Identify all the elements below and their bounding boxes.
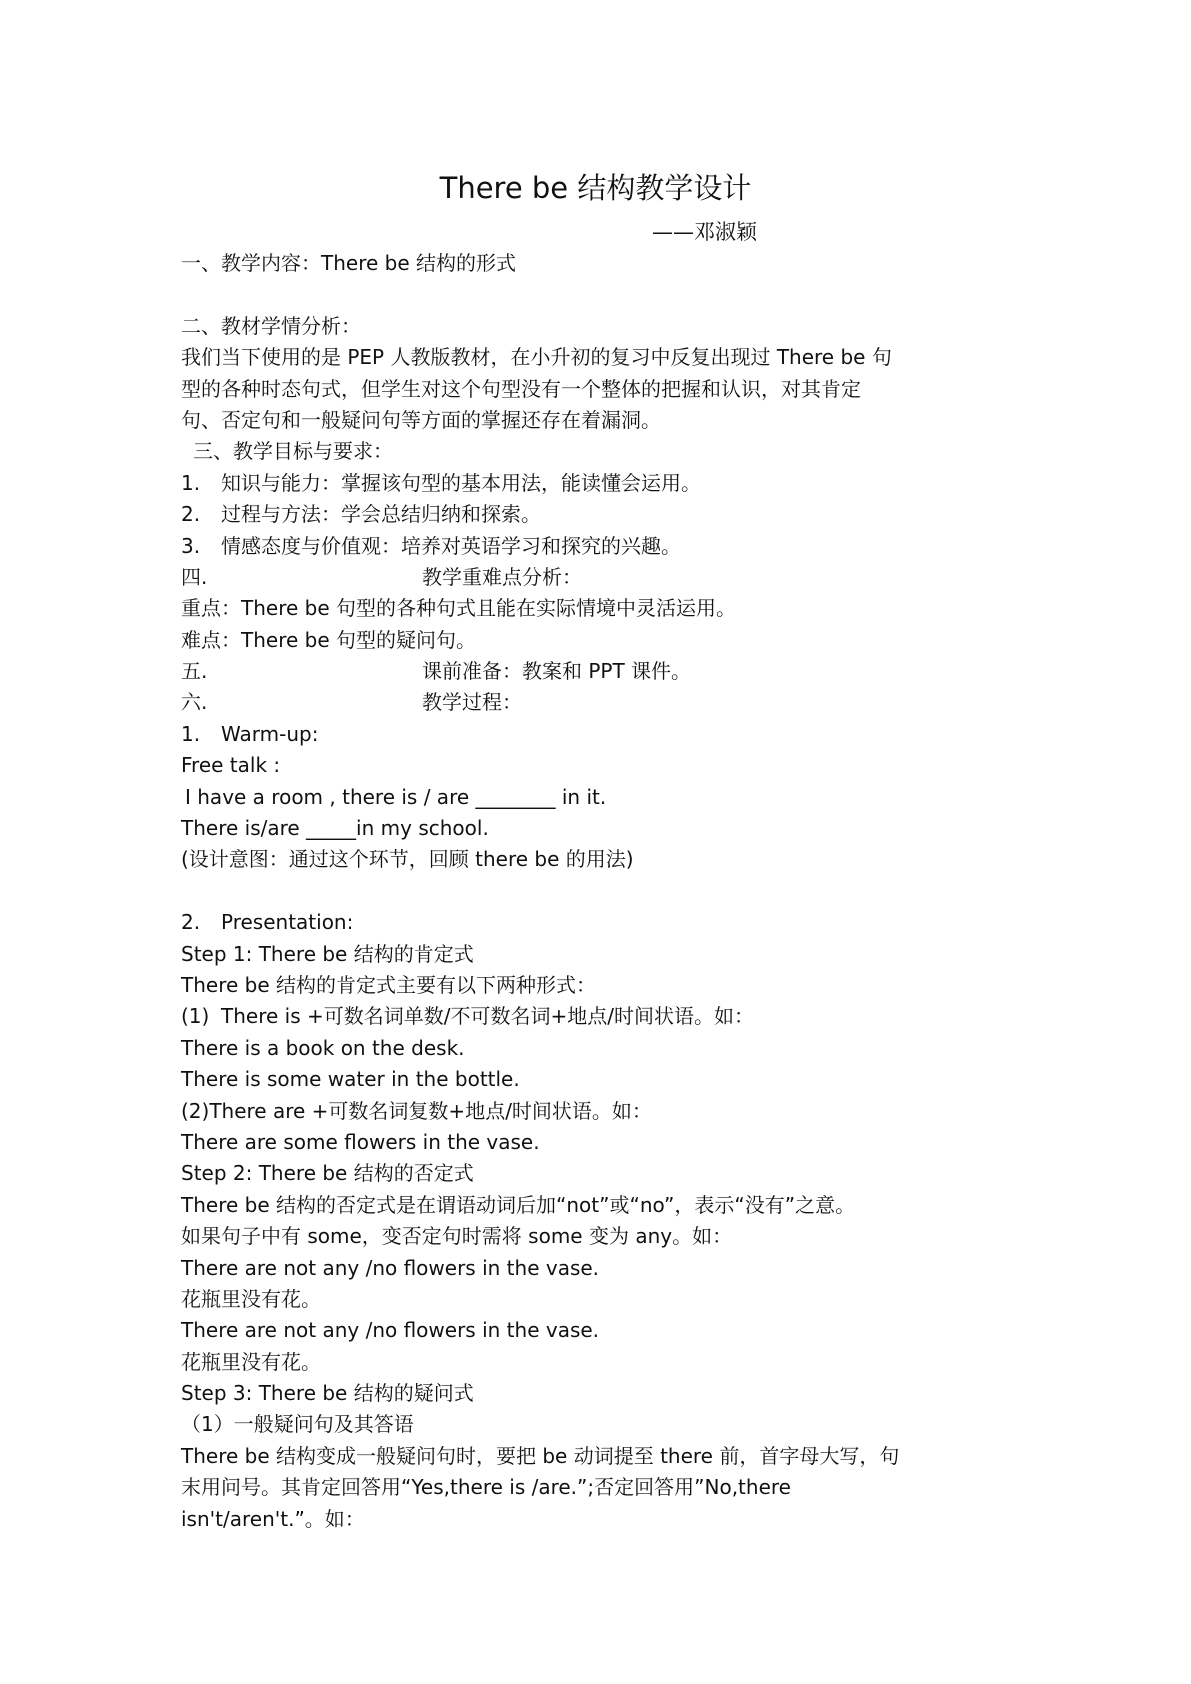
form-number: (1) — [181, 1004, 210, 1029]
objective-text: 知识与能力：掌握该句型的基本用法，能读懂会运用。 — [221, 470, 701, 495]
example-sentence: There are not any /no flowers in the vase. — [181, 1255, 600, 1280]
section-4-heading — [181, 562, 1031, 593]
form-2: (2)There are +可数名词复数+地点/时间状语。如： — [181, 1098, 652, 1123]
warmup-heading — [181, 719, 1031, 750]
document-author: ——邓淑颖 — [652, 220, 757, 244]
step-3-heading: Step 3: There be 结构的疑问式 — [181, 1381, 474, 1406]
design-note: (设计意图：通过这个环节，回顾 there be 的用法) — [181, 847, 634, 872]
difficult-point: 难点：There be 句型的疑问句。 — [181, 627, 476, 652]
blank-line — [181, 876, 1031, 907]
example-sentence: There are not any /no flowers in the vase. — [181, 1318, 600, 1343]
example-translation: 花瓶里没有花。 — [181, 1286, 321, 1311]
section-3-heading: 三、教学目标与要求： — [193, 439, 393, 464]
blank-line — [181, 279, 1031, 310]
analysis-line: 我们当下使用的是 PEP 人教版教材，在小升初的复习中反复出现过 There be 句 — [181, 345, 892, 370]
presentation-heading — [181, 907, 1031, 938]
form-text: There is +可数名词单数/不可数名词+地点/时间状语。如： — [221, 1004, 754, 1029]
step-1-intro: There be 结构的肯定式主要有以下两种形式： — [181, 972, 596, 997]
step-number: 2. — [181, 910, 201, 935]
step-number: 1. — [181, 721, 201, 746]
step-1-heading: Step 1: There be 结构的肯定式 — [181, 941, 474, 966]
section-1-content: 一、教学内容：There be 结构的形式 — [181, 251, 516, 275]
step-3-explanation: 末用问号。其肯定回答用“Yes,there is /are.”;否定回答用”No,there — [181, 1475, 791, 1500]
section-text: 教学过程： — [422, 690, 522, 715]
analysis-line: 型的各种时态句式，但学生对这个句型没有一个整体的把握和认识，对其肯定 — [181, 376, 861, 401]
step-2-explanation: 如果句子中有 some，变否定句时需将 some 变为 any。如： — [181, 1224, 733, 1249]
document-title: There be 结构教学设计 — [439, 171, 752, 205]
free-talk-line: There is/are _____in my school. — [181, 816, 489, 841]
section-5-heading — [181, 656, 1031, 687]
step-text: Presentation: — [221, 910, 354, 935]
section-text: 课前准备：教案和 PPT 课件。 — [422, 659, 692, 684]
key-point: 重点：There be 句型的各种句式且能在实际情境中灵活运用。 — [181, 596, 736, 621]
analysis-line: 句、否定句和一般疑问句等方面的掌握还存在着漏洞。 — [181, 407, 661, 432]
objective-item — [181, 531, 1031, 562]
objective-item — [181, 499, 1031, 530]
objective-number: 3. — [181, 533, 201, 558]
section-label: 四. — [181, 564, 208, 589]
step-2-heading: Step 2: There be 结构的否定式 — [181, 1161, 474, 1186]
objective-item — [181, 468, 1031, 499]
objective-text: 情感态度与价值观：培养对英语学习和探究的兴趣。 — [221, 533, 681, 558]
step-text: Warm-up: — [221, 721, 319, 746]
free-talk-line: I have a room , there is / are ________ in it. — [185, 784, 607, 809]
step-3-subheading: （1）一般疑问句及其答语 — [181, 1412, 414, 1437]
example-sentence: There is some water in the bottle. — [181, 1067, 520, 1092]
form-1 — [181, 1001, 1031, 1032]
document-body — [181, 248, 1031, 1535]
objective-number: 2. — [181, 502, 201, 527]
section-label: 五. — [181, 659, 208, 684]
objective-number: 1. — [181, 470, 201, 495]
step-3-explanation: isn't/aren't.”。如： — [181, 1506, 365, 1531]
example-sentence: There is a book on the desk. — [181, 1035, 465, 1060]
step-2-explanation: There be 结构的否定式是在谓语动词后加“not”或“no”，表示“没有”之意。 — [181, 1192, 856, 1217]
section-text: 教学重难点分析： — [422, 564, 582, 589]
step-3-explanation: There be 结构变成一般疑问句时，要把 be 动词提至 there 前，首字母大写，句 — [181, 1443, 900, 1468]
objective-text: 过程与方法：学会总结归纳和探索。 — [221, 502, 541, 527]
section-2-heading: 二、教材学情分析： — [181, 313, 361, 338]
example-translation: 花瓶里没有花。 — [181, 1349, 321, 1374]
example-sentence: There are some flowers in the vase. — [181, 1129, 540, 1154]
section-label: 六. — [181, 690, 208, 715]
free-talk-label: Free talk : — [181, 753, 281, 778]
section-6-heading — [181, 687, 1031, 718]
